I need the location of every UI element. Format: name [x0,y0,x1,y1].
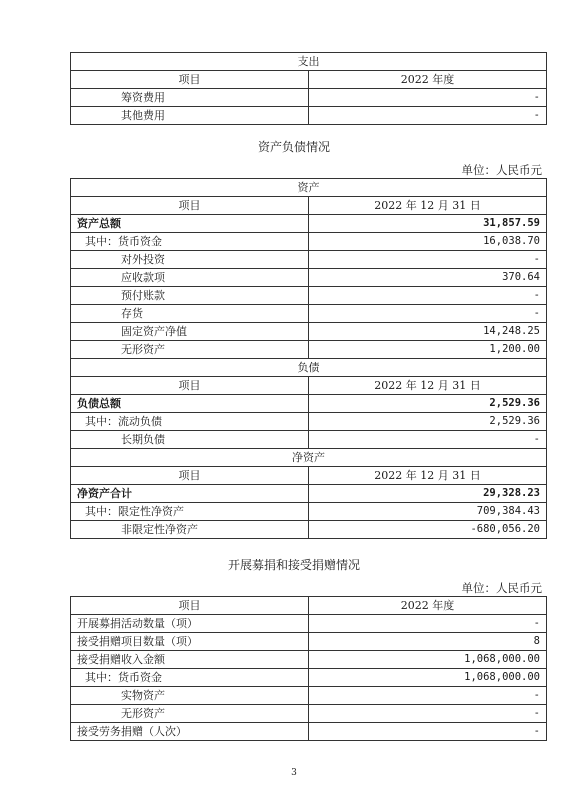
page-number: 3 [291,768,297,778]
row-value: - [309,89,547,107]
row-label: 对外投资 [71,251,309,269]
expense-header: 支出 [71,53,547,71]
unit-label: 单位：人民币元 [461,163,542,177]
row-value: - [309,251,547,269]
assets-total-value: 31,857.59 [309,215,547,233]
row-value: 1,068,000.00 [309,651,547,669]
row-label: 预付账款 [71,287,309,305]
col-year-header: 2022 年度 [309,597,547,615]
liabilities-header: 负债 [71,359,547,377]
assets-total-label: 资产总额 [71,215,309,233]
assets-header: 资产 [71,179,547,197]
row-label: 接受捐赠项目数量（项） [71,633,309,651]
row-label: 无形资产 [71,341,309,359]
row-value: - [309,705,547,723]
row-label: 接受劳务捐赠（人次） [71,723,309,741]
row-value: - [309,305,547,323]
col-item-header: 项目 [71,197,309,215]
section-title-donations: 开展募捐和接受捐赠情况 [227,558,360,572]
row-label: 固定资产净值 [71,323,309,341]
row-label: 其中：流动负债 [71,413,309,431]
row-label: 其中：货币资金 [71,669,309,687]
col-item-header: 项目 [71,597,309,615]
row-value: 1,200.00 [309,341,547,359]
col-date-header: 2022 年 12 月 31 日 [309,467,547,485]
net-assets-total-label: 净资产合计 [71,485,309,503]
row-value: 2,529.36 [309,413,547,431]
row-value: 16,038.70 [309,233,547,251]
row-label: 长期负债 [71,431,309,449]
row-label: 筹资费用 [71,89,309,107]
row-value: - [309,431,547,449]
liabilities-total-value: 2,529.36 [309,395,547,413]
liabilities-total-label: 负债总额 [71,395,309,413]
unit-label: 单位：人民币元 [461,581,542,595]
donation-table [70,596,547,741]
col-item-header: 项目 [71,467,309,485]
row-value: 14,248.25 [309,323,547,341]
row-label: 其中：货币资金 [71,233,309,251]
col-year-header: 2022 年度 [309,71,547,89]
row-label: 非限定性净资产 [71,521,309,539]
row-label: 存货 [71,305,309,323]
expense-table [70,52,547,125]
col-date-header: 2022 年 12 月 31 日 [309,377,547,395]
row-label: 其中：限定性净资产 [71,503,309,521]
net-assets-total-value: 29,328.23 [309,485,547,503]
row-label: 无形资产 [71,705,309,723]
net-assets-header: 净资产 [71,449,547,467]
balance-table [70,178,547,539]
row-label: 接受捐赠收入金额 [71,651,309,669]
row-value: 370.64 [309,269,547,287]
row-value: - [309,615,547,633]
row-label: 应收款项 [71,269,309,287]
row-value: - [309,687,547,705]
row-value: -680,056.20 [309,521,547,539]
row-label: 实物资产 [71,687,309,705]
col-item-header: 项目 [71,377,309,395]
col-item-header: 项目 [71,71,309,89]
row-value: - [309,723,547,741]
row-value: - [309,287,547,305]
row-label: 其他费用 [71,107,309,125]
row-value: - [309,107,547,125]
row-label: 开展募捐活动数量（项） [71,615,309,633]
section-title-assets: 资产负债情况 [257,140,330,154]
col-date-header: 2022 年 12 月 31 日 [309,197,547,215]
row-value: 709,384.43 [309,503,547,521]
row-value: 8 [309,633,547,651]
row-value: 1,068,000.00 [309,669,547,687]
